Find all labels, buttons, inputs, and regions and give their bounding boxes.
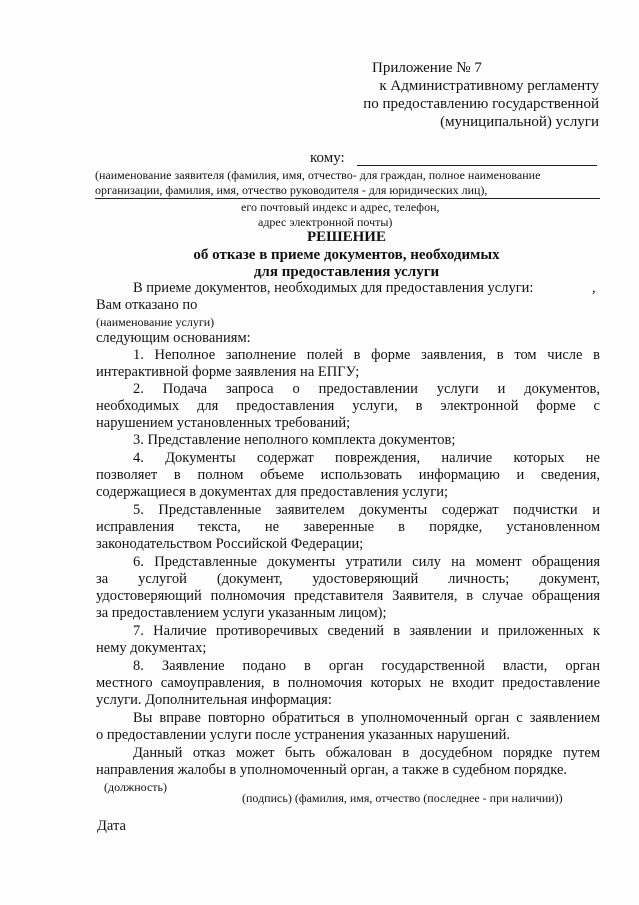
ground-8-line-1: 8. Заявление подано в орган государственной власти, орган: [133, 658, 600, 674]
closing-p1-line-1: Вы вправе повторно обратиться в уполномоченный орган с заявлением: [133, 710, 600, 726]
ground-4-line-3: содержащиеся в документах для предоставления услуги;: [96, 484, 449, 500]
appendix-line-4: (муниципальной) услуги: [440, 114, 599, 130]
ground-5-line-2: исправления текста, не заверенные в порядке, установленном: [96, 519, 600, 535]
ground-6-line-2: за услугой (документ, удостоверяющий личность; документ,: [96, 571, 600, 587]
ground-2-line-1: 2. Подача запроса о предоставлении услуги и документов,: [133, 381, 600, 397]
service-name-hint: (наименование услуги): [96, 315, 215, 329]
ground-6-line-1: 6. Представленные документы утратили силу на момент обращения: [133, 554, 600, 570]
appendix-line-2: к Административному регламенту: [379, 78, 599, 94]
intro-line-1: В приеме документов, необходимых для предоставления услуги:: [133, 280, 534, 296]
ground-2-line-2: необходимых для предоставления услуги, в электронной форме с: [96, 398, 600, 414]
closing-p1-line-2: о предоставлении услуги после устранения указанных нарушений.: [96, 727, 511, 743]
ground-6-line-4: за предоставлением услуги указанным лицом);: [96, 605, 387, 621]
title-sub-2: для предоставления услуги: [253, 264, 440, 280]
ground-4-line-2: позволяет в полном объеме использовать информацию и сведения,: [96, 467, 600, 483]
recipient-hint-2: организации, фамилия, имя, отчество руководителя - для юридических лиц),: [95, 183, 488, 197]
ground-2-line-3: нарушением установленных требований;: [96, 415, 351, 431]
ground-5-line-3: законодательством Российской Федерации;: [96, 536, 364, 552]
intro-line-3: следующим основаниям:: [96, 330, 251, 346]
closing-p2-line-2: направления жалобы в уполномоченный орган, а также в судебном порядке.: [96, 762, 568, 778]
ground-5-line-1: 5. Представленные заявителем документы содержат подчистки и: [133, 502, 600, 518]
intro-comma: ,: [592, 280, 596, 296]
recipient-address-line: [95, 198, 600, 199]
title-main: РЕШЕНИЕ: [307, 229, 386, 245]
ground-3-line-1: 3. Представление неполного комплекта документов;: [133, 432, 456, 448]
ground-8-line-3: услуги. Дополнительная информация:: [96, 692, 332, 708]
recipient-hint-3: его почтовый индекс и адрес, телефон,: [241, 200, 440, 214]
ground-8-line-2: местного самоуправления, в полномочия которых не входит предоставление: [96, 675, 600, 691]
ground-7-line-2: нему документах;: [96, 640, 207, 656]
ground-7-line-1: 7. Наличие противоречивых сведений в заявлении и приложенных к: [133, 623, 600, 639]
intro-line-2: Вам отказано по: [96, 297, 198, 313]
recipient-hint-1: (наименование заявителя (фамилия, имя, отчество- для граждан, полное наименование: [95, 168, 541, 182]
recipient-to-label: кому:: [310, 150, 345, 166]
closing-p2-line-1: Данный отказ может быть обжалован в досудебном порядке путем: [133, 745, 600, 761]
ground-1-line-1: 1. Неполное заполнение полей в форме заявления, в том числе в: [133, 347, 600, 363]
ground-4-line-1: 4. Документы содержат повреждения, наличие которых не: [133, 450, 600, 466]
ground-6-line-3: удостоверяющий полномочия представителя Заявителя, в случае обращения: [96, 588, 600, 604]
signature-hint: (подпись) (фамилия, имя, отчество (последнее - при наличии)): [242, 791, 563, 805]
ground-1-line-2: интерактивной форме заявления на ЕПГУ;: [96, 364, 360, 380]
appendix-line-3: по предоставлению государственной: [363, 96, 599, 112]
appendix-number: Приложение № 7: [372, 60, 482, 76]
position-hint: (должность): [104, 780, 167, 794]
date-label: Дата: [97, 818, 126, 834]
title-sub-1: об отказе в приеме документов, необходимых: [193, 247, 500, 263]
recipient-name-line: [357, 165, 597, 166]
recipient-hint-4: адрес электронной почты): [258, 215, 393, 229]
